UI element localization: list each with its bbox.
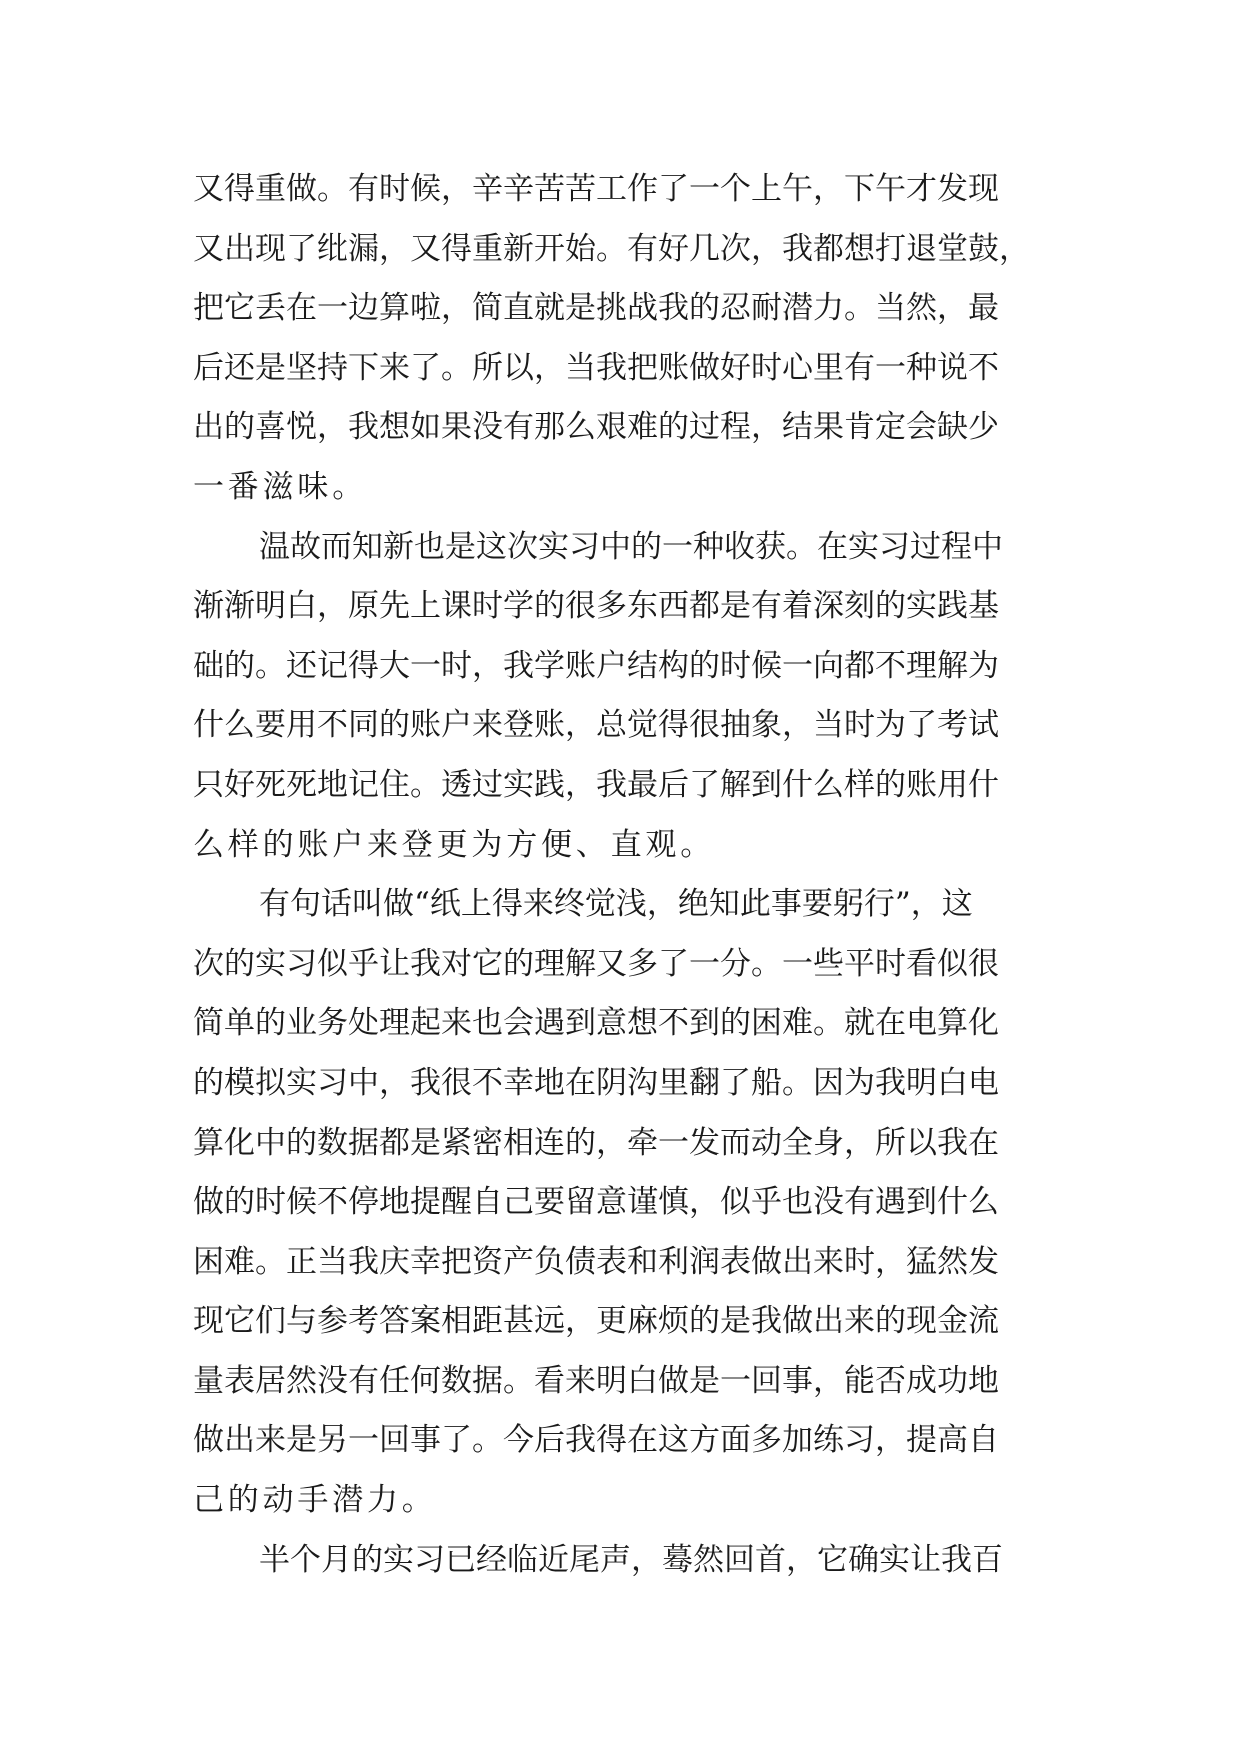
- text-line: 次的实习似乎让我对它的理解又多了一分。一些平时看似很: [193, 945, 999, 982]
- text-line: 做出来是另一回事了。今后我得在这方面多加练习，提高自: [193, 1422, 999, 1459]
- text-line: 么样的账户来登更为方便、直观。: [193, 826, 715, 863]
- text-line: 算化中的数据都是紧密相连的，牵一发而动全身，所以我在: [193, 1124, 999, 1161]
- text-line: 量表居然没有任何数据。看来明白做是一回事，能否成功地: [193, 1362, 999, 1399]
- text-line: 一番滋味。: [193, 468, 367, 505]
- text-line: 把它丢在一边算啦，简直就是挑战我的忍耐潜力。当然，最: [193, 290, 999, 327]
- text-line: 出的喜悦，我想如果没有那么艰难的过程，结果肯定会缺少: [193, 409, 999, 446]
- text-line: 后还是坚持下来了。所以，当我把账做好时心里有一种说不: [193, 349, 999, 386]
- text-line: 现它们与参考答案相距甚远，更麻烦的是我做出来的现金流: [193, 1303, 999, 1340]
- text-line: 什么要用不同的账户来登账，总觉得很抽象，当时为了考试: [193, 707, 999, 744]
- text-line: 简单的业务处理起来也会遇到意想不到的困难。就在电算化: [193, 1005, 999, 1042]
- body-text: [193, 160, 1055, 1590]
- text-line: 渐渐明白，原先上课时学的很多东西都是有着深刻的实践基: [193, 588, 999, 625]
- text-line: 础的。还记得大一时，我学账户结构的时候一向都不理解为: [193, 647, 999, 684]
- text-line: 做的时候不停地提醒自己要留意谨慎，似乎也没有遇到什么: [193, 1184, 999, 1221]
- text-line: 只好死死地记住。透过实践，我最后了解到什么样的账用什: [193, 766, 999, 803]
- text-line: 又得重做。有时候，辛辛苦苦工作了一个上午，下午才发现: [193, 171, 999, 207]
- text-line: 困难。正当我庆幸把资产负债表和利润表做出来时，猛然发: [193, 1243, 999, 1280]
- text-line: 的模拟实习中，我很不幸地在阴沟里翻了船。因为我明白电: [193, 1064, 999, 1101]
- text-line: 半个月的实习已经临近尾声，蓦然回首，它确实让我百: [259, 1541, 1003, 1578]
- text-line: 己的动手潜力。: [193, 1482, 437, 1519]
- text-line: 温故而知新也是这次实习中的一种收获。在实习过程中: [259, 528, 1003, 565]
- text-line: 有句话叫做“纸上得来终觉浅，绝知此事要躬行”，这: [259, 886, 973, 923]
- text-line: 又出现了纰漏，又得重新开始。有好几次，我都想打退堂鼓，: [193, 230, 1030, 267]
